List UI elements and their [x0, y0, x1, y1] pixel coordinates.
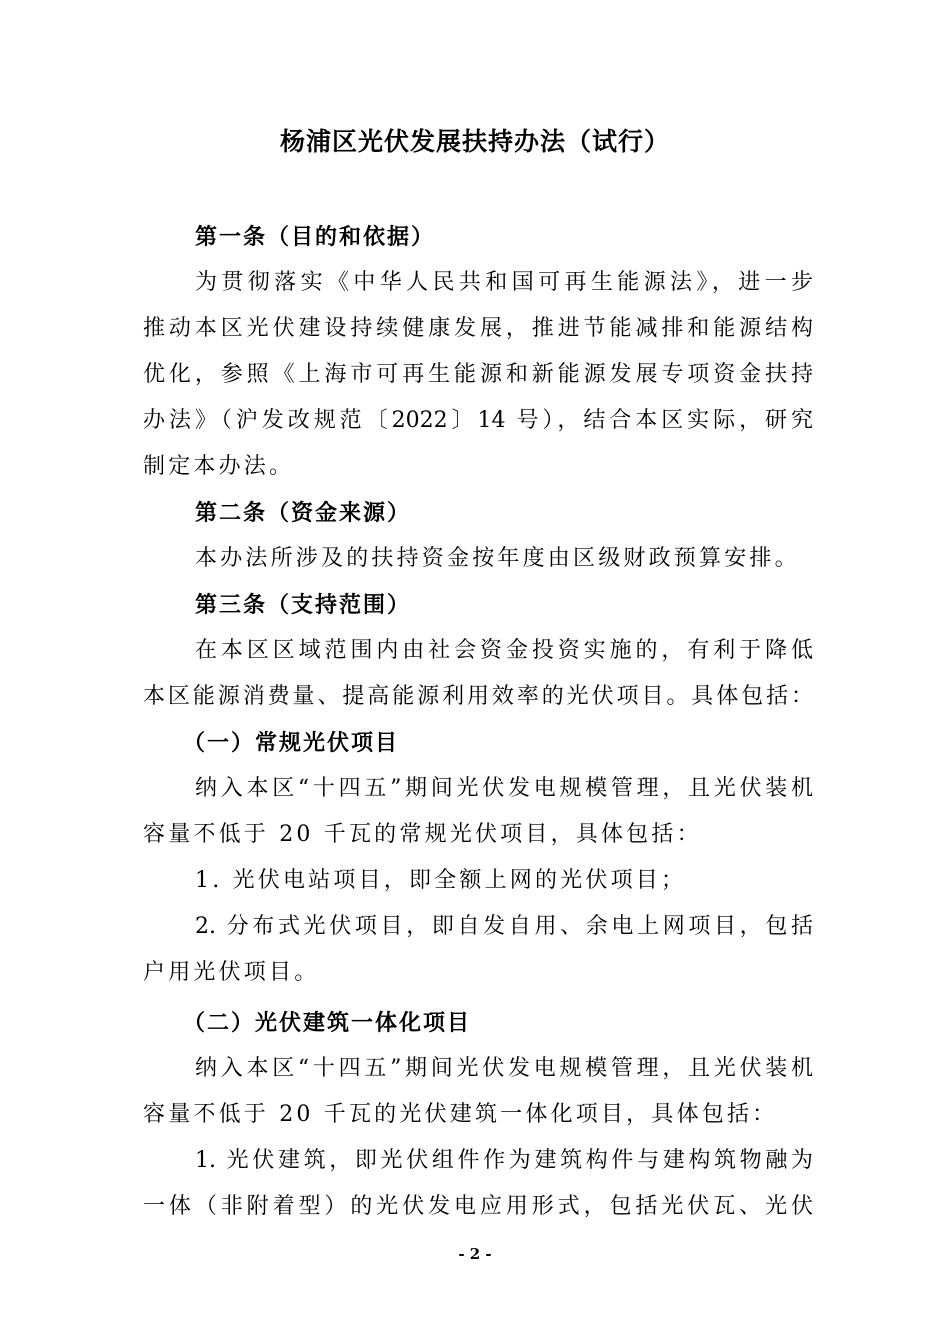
paragraph-line: 优化，参照《上海市可再生能源和新能源发展专项资金扶持 [143, 362, 813, 387]
paragraph-line: 纳入本区“十四五”期间光伏发电规模管理，且光伏装机 [195, 1056, 813, 1081]
article-3-heading: 第三条（支持范围） [195, 592, 412, 618]
document-body [143, 214, 813, 1230]
paragraph-line: 一体（非附着型）的光伏发电应用形式，包括光伏瓦、光伏 [143, 1194, 813, 1219]
paragraph-line: 容量不低于 20 千瓦的常规光伏项目，具体包括： [143, 822, 702, 847]
section-1-heading: （一）常规光伏项目 [183, 730, 400, 756]
article-1-heading: 第一条（目的和依据） [195, 224, 436, 250]
page-number: - 2 - [458, 1245, 492, 1263]
paragraph-line: 本区能源消费量、提高能源利用效率的光伏项目。具体包括： [143, 684, 813, 709]
list-item: 1. 光伏建筑，即光伏组件作为建筑构件与建构筑物融为 [195, 1148, 813, 1173]
paragraph-line: 户用光伏项目。 [143, 960, 320, 985]
section-2-heading: （二）光伏建筑一体化项目 [183, 1010, 472, 1036]
list-item: 2. 分布式光伏项目，即自发自用、余电上网项目，包括 [195, 914, 813, 939]
paragraph-line: 办法》（沪发改规范〔2022〕14 号），结合本区实际，研究 [143, 408, 813, 433]
paragraph-line: 为贯彻落实《中华人民共和国可再生能源法》，进一步 [195, 270, 813, 295]
paragraph-line: 在本区区域范围内由社会资金投资实施的，有利于降低 [195, 638, 813, 663]
document-title: 杨浦区光伏发展扶持办法（试行） [279, 127, 670, 156]
paragraph-line: 推动本区光伏建设持续健康发展，推进节能减排和能源结构 [143, 316, 813, 341]
paragraph-line: 容量不低于 20 千瓦的光伏建筑一体化项目，具体包括： [143, 1102, 778, 1127]
list-item: 1. 光伏电站项目，即全额上网的光伏项目； [195, 868, 687, 893]
paragraph-line: 制定本办法。 [143, 454, 295, 479]
article-2-heading: 第二条（资金来源） [195, 500, 412, 526]
paragraph-line: 纳入本区“十四五”期间光伏发电规模管理，且光伏装机 [195, 776, 813, 801]
paragraph-line: 本办法所涉及的扶持资金按年度由区级财政预算安排。 [195, 546, 800, 571]
